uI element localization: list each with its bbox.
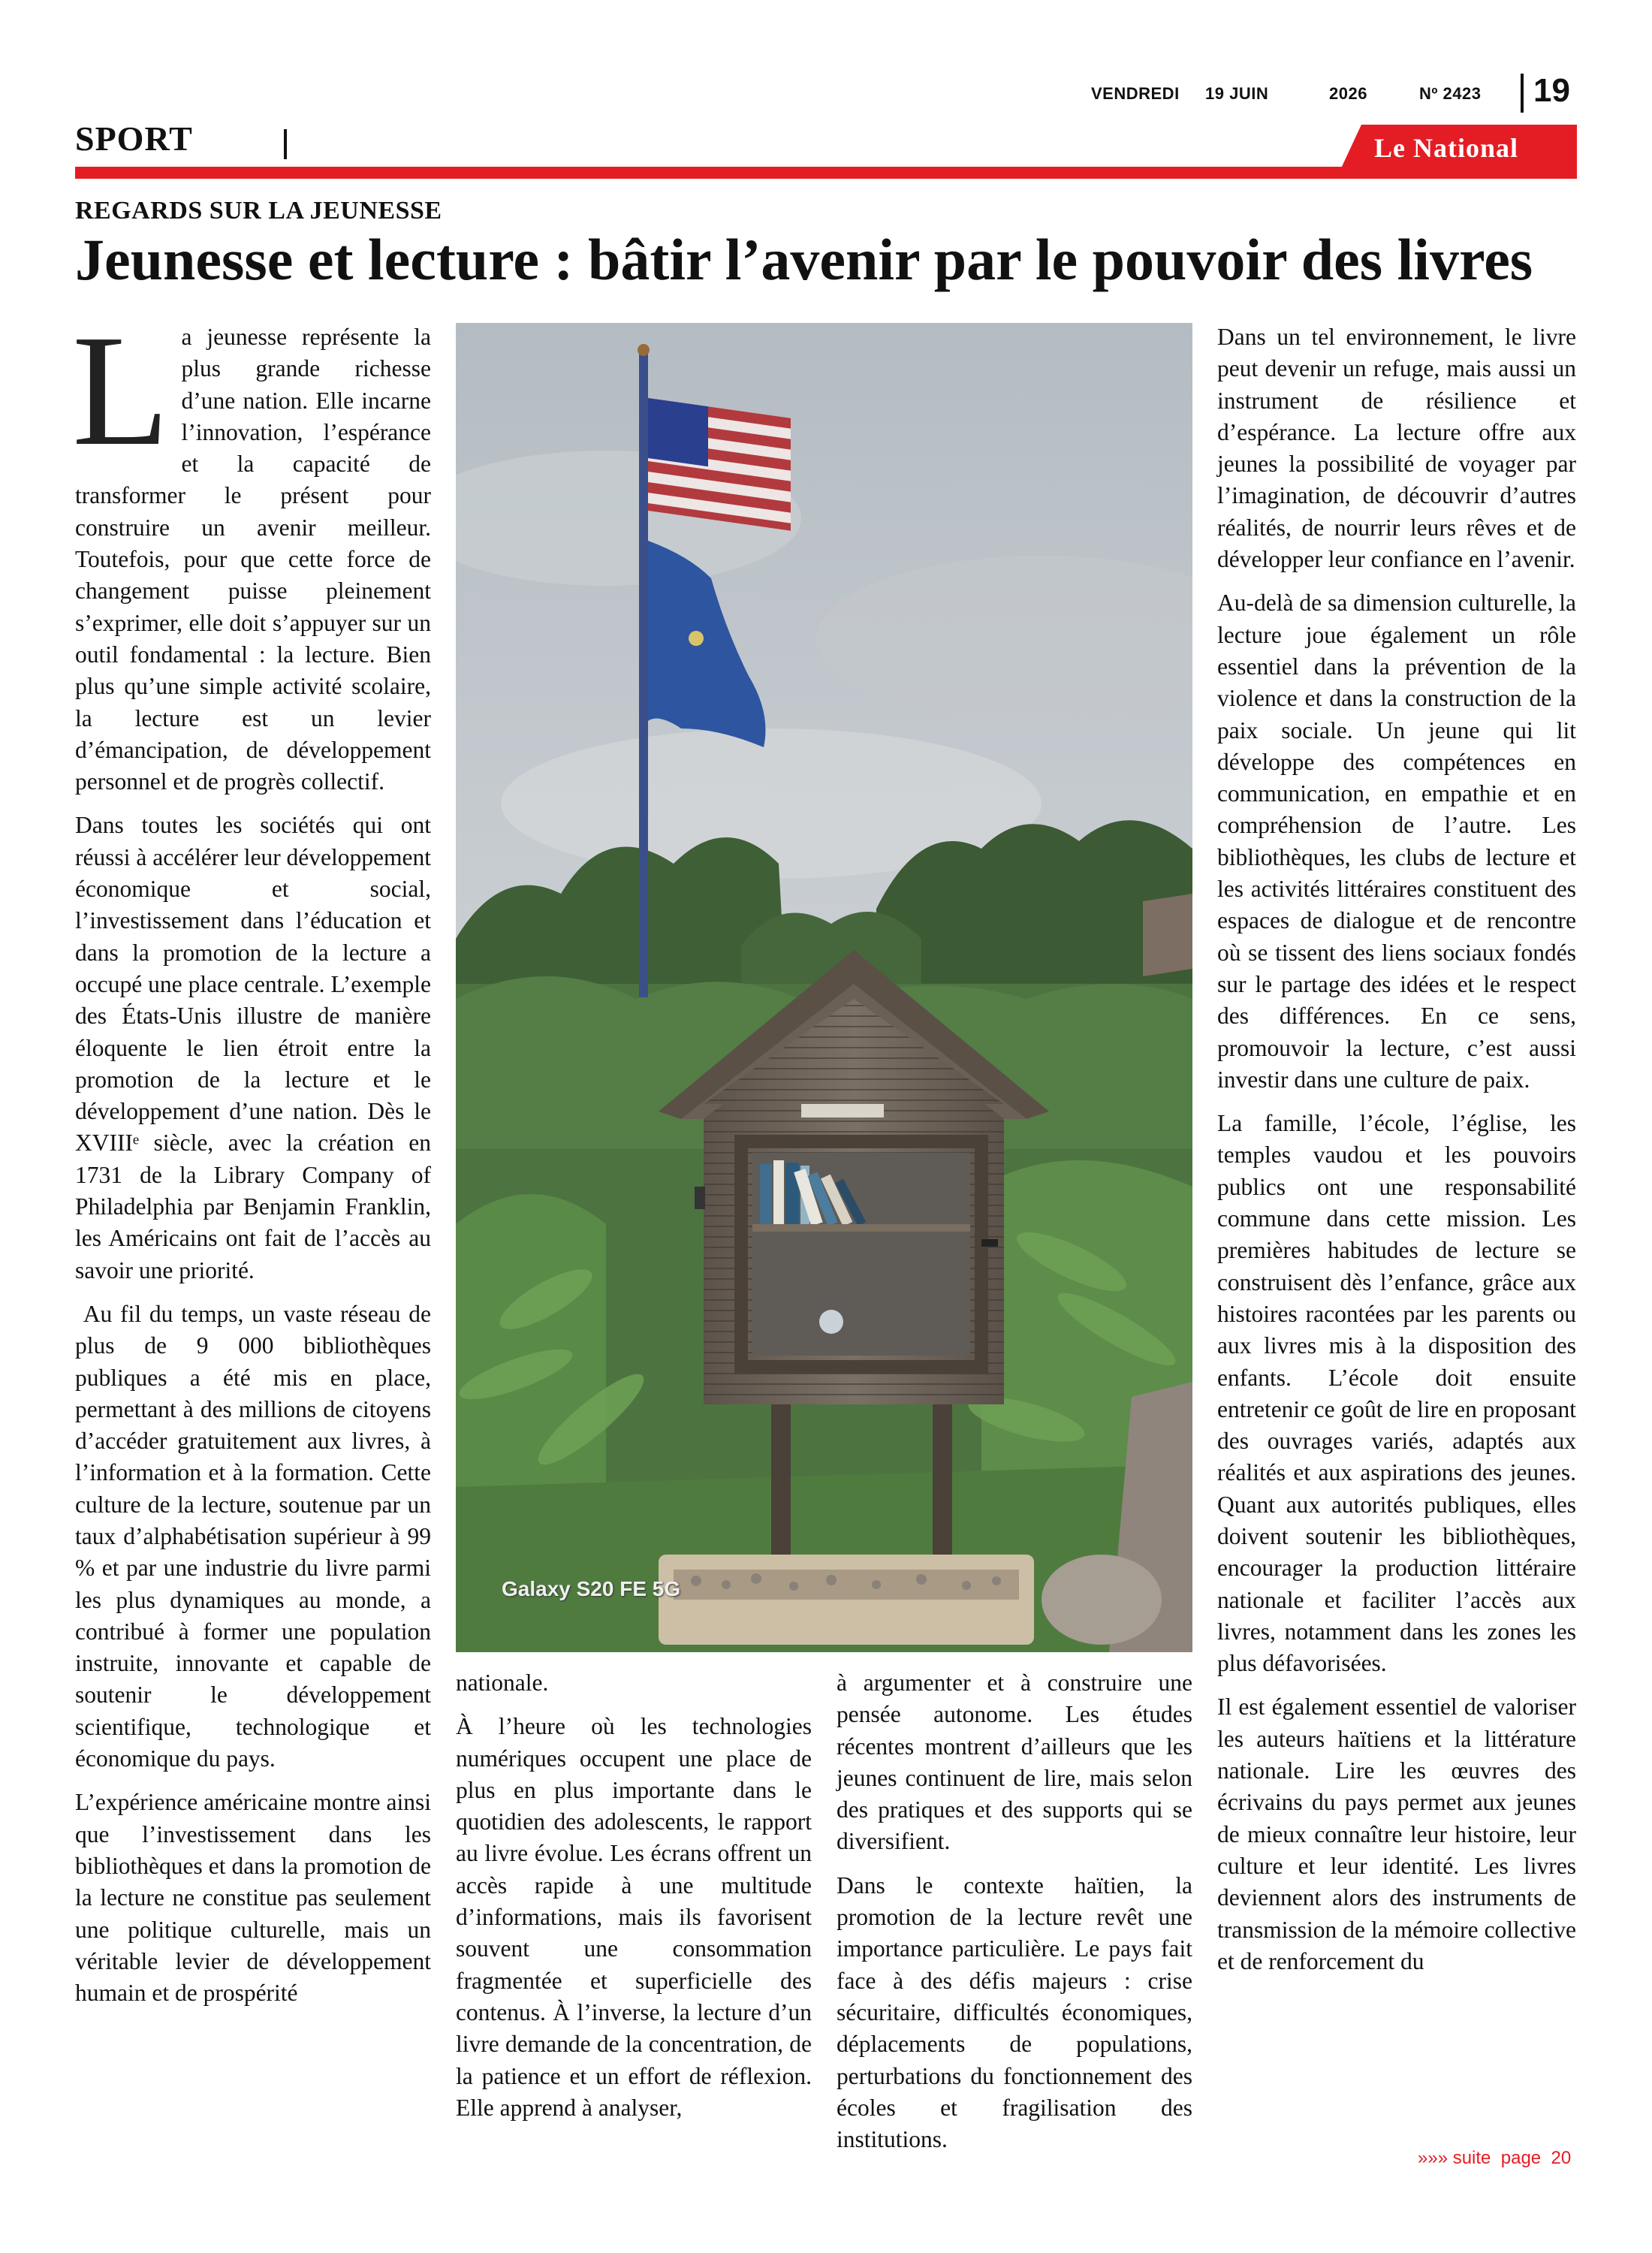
paragraph: La famille, l’école, l’église, les temples vaudou et les pouvoirs publics ont une responsabilité commune dans cette mission. Les premières habitudes de lecture se construisent dès l’enfance, grâce aux histoires racontées par les parents ou aux livres mis à la disposition des enfants. L’école doit ensuite entretenir ce goût de lire en proposant des ouvrages variés, adaptés aux réalités et aux aspirations des jeunes. Quant aux autorités publiques, elles doivent soutenir les bibliothèques, encourager la production littéraire nationale et faciliter l’accès aux livres, notamment dans les zones les plus défavorisées. [1217,1110,1576,1677]
paragraph: Dans un tel environnement, le livre peut devenir un refuge, mais aussi un instrument de résilience et d’espérance. La lecture offre aux jeunes la possibilité de voyager par l’imagination, de découvrir d’autres réalités, de nourrir leurs rêves et de développer leur confiance en l’avenir. [1217,324,1576,573]
paragraph: Il est également essentiel de valoriser les auteurs haïtiens et la littérature nationale. Lire les œuvres des écrivains du pays permet aux jeunes de mieux connaître leur histoire, leur culture et leur identité. Les livres deviennent alors des instruments de transmission de la mémoire collective et de renforcement du [1217,1694,1576,1974]
drop-cap: L [72,302,170,478]
header-issue-number: Nº 2423 [1419,84,1482,103]
paragraph: à argumenter et à construire une pensée autonome. Les études récentes montrent d’ailleurs que les jeunes continuent de lire, mais selon des pratiques et des supports qui se diversifient. [837,1669,1192,1855]
article-column-4 [1217,321,1576,1989]
article-column-1 [72,302,437,2021]
header-year: 2026 [1329,84,1367,103]
page-number: 19 [1533,72,1570,109]
article-column-3 [837,1667,1192,2167]
continuation-link[interactable]: »»» suite page 20 [1418,2148,1572,2168]
photo-watermark: Galaxy S20 FE 5G [502,1577,681,1600]
header-rule [75,167,1577,179]
article-column-2 [456,1667,812,2136]
paragraph: Dans toutes les sociétés qui ont réussi à accélérer leur développement économique et social, l’investissement dans l’éducation et dans la promotion de la lecture a occupé une place centrale. L’exemple des États-Unis illustre de manière éloquente le lien étroit entre la promotion de la lecture et le développement d’une nation. Dès le XVIIIᵉ siècle, avec la création en 1731 de la Library Company of Philadelphia par Benjamin Franklin, les Américains ont fait de l’accès au savoir une priorité. [75,812,431,1283]
header-day: VENDREDI [1091,84,1180,103]
paragraph: Au-delà de sa dimension culturelle, la lecture joue également un rôle essentiel dans la prévention de la violence et dans la construction de la paix sociale. Un jeune qui lit développe des compétences en communication, en empathie et en compréhension de l’autre. Les bibliothèques, les clubs de lecture et les activités littéraires constituent des espaces de dialogue et de rencontre où se tissent des liens sociaux fondés sur le partage des idées et le respect des différences. En ce sens, promouvoir la lecture, c’est aussi investir dans une culture de paix. [1217,590,1576,1093]
brand-name: Le National [1374,133,1519,163]
article-kicker: REGARDS SUR LA JEUNESSE [75,197,442,225]
paragraph: Dans le contexte haïtien, la promotion de la lecture revêt une importance particulière. Le pays fait face à des défis majeurs : crise sécuritaire, difficultés économiques, déplacements de populations, perturbations du fonctionnement des écoles et fragilisation des institutions. [837,1871,1192,2153]
section-label: SPORT [75,119,193,158]
paragraph [72,302,431,798]
paragraph: Au fil du temps, un vaste réseau de plus de 9 000 bibliothèques publiques a été mis en place, permettant à des millions de citoyens d’accéder gratuitement aux livres, à l’information et à la formation. Cette culture de la lecture, soutenue par un taux d’alphabétisation supérieur à 99 % et par une industrie du livre parmi les plus dynamiques au monde, a contribué à former une population instruite, innovante et capable de soutenir le développement scientifique, technologique et économique du pays. [75,1300,437,1772]
paragraph: L’expérience américaine montre ainsi que l’investissement dans les bibliothèques et dans la promotion de la lecture ne constitue pas seulement une politique culturelle, mais un véritable levier de développement humain et de prospérité [75,1789,431,2007]
section-divider [284,129,287,159]
header-date: 19 JUIN [1205,84,1269,103]
paragraph: À l’heure où les technologies numériques occupent une place de plus en plus importante dans le quotidien des adolescents, le rapport au livre évolue. Les écrans offrent un accès rapide à une multitude d’informations, mais ils favorisent souvent une consommation fragmentée et superficielle des contenus. À l’inverse, la lecture d’un livre demande de la concentration, de la patience et un effort de réflexion. Elle apprend à analyser, [456,1713,812,2121]
article-title: Jeunesse et lecture : bâtir l’avenir par le pouvoir des livres [75,227,1533,292]
header-divider [1521,74,1524,113]
article-photo [456,323,1192,1652]
paragraph: nationale. [456,1669,549,1696]
paragraph-text: a jeunesse représente la plus grande richesse d’une nation. Elle incarne l’innovation, l’espérance et la capacité de transformer le présent pour construire un avenir meilleur. Toutefois, pour que cette force de changement puisse pleinement s’exprimer, elle doit s’appuyer sur un outil fondamental : la lecture. Bien plus qu’une simple activité scolaire, la lecture est un levier d’émancipation, de développement personnel et de progrès collectif. [75,324,431,795]
